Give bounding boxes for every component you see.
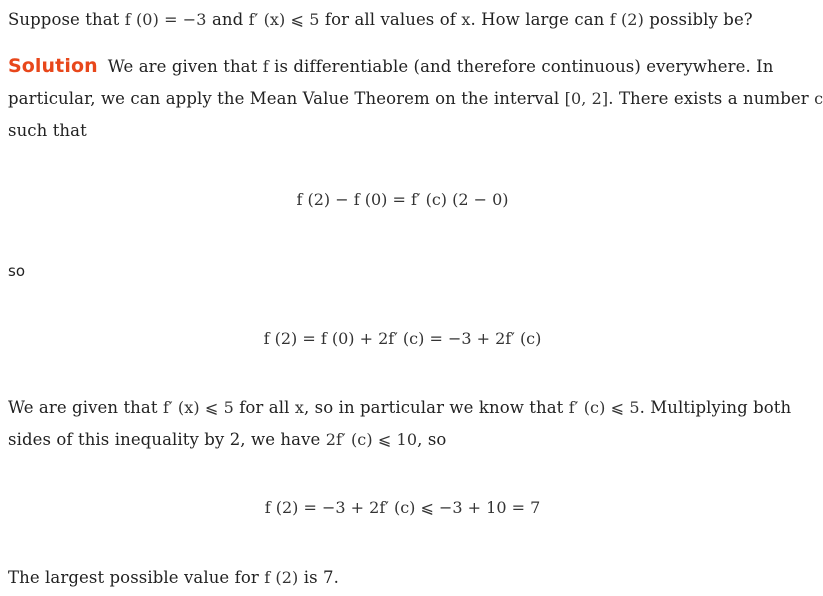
paragraph-line-1 bbox=[8, 398, 791, 418]
math-expression: f (2) bbox=[609, 10, 644, 29]
solution-text: The largest possible value for bbox=[8, 568, 265, 587]
math-expression: [0, 2] bbox=[564, 89, 609, 108]
solution-text: , so bbox=[417, 430, 447, 449]
math-expression: x bbox=[461, 10, 471, 29]
problem-text: possibly be? bbox=[643, 10, 753, 29]
solution-text: for all bbox=[233, 398, 295, 417]
conclusion bbox=[8, 568, 339, 588]
problem-text: . How large can bbox=[470, 10, 610, 29]
display-equation-3 bbox=[0, 497, 805, 519]
solution-line-2 bbox=[8, 89, 823, 109]
solution-line-3 bbox=[8, 121, 87, 141]
solution-text: particular, we can apply the Mean Value Theorem on the interval bbox=[8, 89, 565, 108]
solution-text: . Multiplying both bbox=[639, 398, 792, 417]
math-expression: f (2) = f (0) + 2f′ (c) = −3 + 2f′ (c) bbox=[263, 329, 542, 348]
math-expression: f (2) bbox=[264, 568, 299, 587]
solution-text: so bbox=[8, 262, 26, 280]
math-expression: f′ (x) ⩽ 5 bbox=[248, 10, 320, 29]
solution-text: , so in particular we know that bbox=[303, 398, 569, 417]
solution-text: . There exists a number bbox=[608, 89, 815, 108]
math-expression: f (2) − f (0) = f′ (c) (2 − 0) bbox=[296, 190, 509, 209]
solution-text: sides of this inequality by 2, we have bbox=[8, 430, 326, 449]
math-expression: x bbox=[294, 398, 304, 417]
solution-text: We are given that bbox=[107, 57, 263, 76]
solution-text: is differentiable (and therefore continuous) everywhere. In bbox=[268, 57, 774, 76]
problem-statement bbox=[8, 10, 753, 30]
math-expression: f′ (c) ⩽ 5 bbox=[568, 398, 640, 417]
solution-heading: Solution bbox=[8, 55, 98, 77]
math-expression: f (2) = −3 + 2f′ (c) ⩽ −3 + 10 = 7 bbox=[264, 498, 541, 517]
math-expression: f bbox=[262, 57, 269, 76]
math-expression: c bbox=[814, 89, 823, 108]
solution-text: is 7. bbox=[298, 568, 339, 587]
display-equation-1 bbox=[0, 189, 805, 211]
math-expression: 2f′ (c) ⩽ 10 bbox=[325, 430, 418, 449]
solution-line-1 bbox=[8, 56, 774, 77]
connector-text bbox=[8, 261, 25, 281]
solution-text: such that bbox=[8, 121, 87, 140]
paragraph-line-2 bbox=[8, 430, 446, 450]
math-expression: f′ (x) ⩽ 5 bbox=[162, 398, 234, 417]
display-equation-2 bbox=[0, 328, 805, 350]
solution-text: We are given that bbox=[8, 398, 163, 417]
problem-text: for all values of bbox=[319, 10, 462, 29]
math-expression: f (0) = −3 bbox=[124, 10, 207, 29]
problem-text: Suppose that bbox=[8, 10, 125, 29]
problem-text: and bbox=[206, 10, 249, 29]
